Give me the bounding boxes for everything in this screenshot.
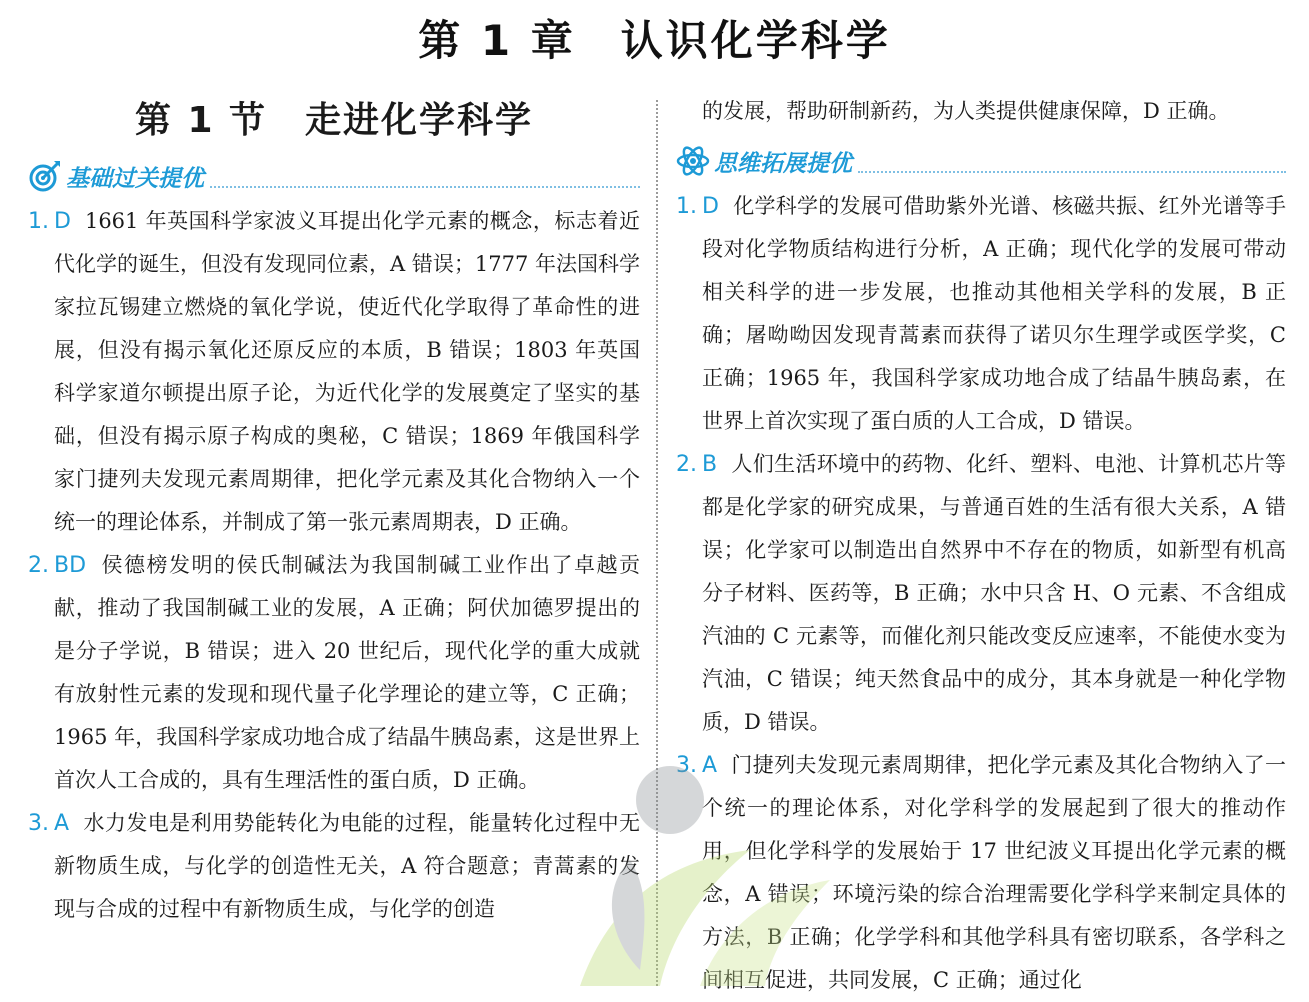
list-item (676, 744, 1286, 1002)
heading-extended (676, 141, 1286, 181)
item-answer: B (702, 452, 718, 477)
right-column (676, 96, 1286, 1002)
item-number: 2. (676, 452, 697, 477)
continued-text: 的发展，帮助研制新药，为人类提供健康保障，D 正确。 (702, 99, 1230, 123)
heading-text: 基础过关提优 (66, 165, 204, 192)
item-number: 3. (28, 811, 49, 836)
item-text: 水力发电是利用势能转化为电能的过程，能量转化过程中无新物质生成，与化学的创造性无关，A 符合题意；青蒿素的发现与合成的过程中有新物质生成，与化学的创造 (54, 811, 640, 921)
atom-icon (676, 144, 710, 178)
item-answer: D (702, 194, 719, 219)
target-icon (28, 159, 62, 193)
item-number: 3. (676, 753, 697, 778)
list-item (676, 443, 1286, 744)
heading-basic (28, 156, 640, 196)
list-item (28, 802, 640, 931)
section-title: 第 1 节 走进化学科学 (134, 100, 534, 141)
item-number: 1. (676, 194, 697, 219)
column-divider (656, 100, 658, 986)
item-text: 人们生活环境中的药物、化纤、塑料、电池、计算机芯片等都是化学家的研究成果，与普通百姓的生活有很大关系，A 错误；化学家可以制造出自然界中不存在的物质，如新型有机高分子材料、医药等，B 正确；水中只含 H、O 元素、不含组成汽油的 C 元素等，而催化剂只能改变反应速率，不能使水变为汽油，C 错误；纯天然食品中的成分，其本身就是一种化学物质，D 错误。 (702, 452, 1286, 734)
left-column (28, 96, 640, 931)
list-item (28, 544, 640, 802)
heading-text: 思维拓展提优 (714, 150, 852, 177)
item-answer: D (54, 209, 71, 234)
item-text: 化学科学的发展可借助紫外光谱、核磁共振、红外光谱等手段对化学物质结构进行分析，A 正确；现代化学的发展可带动相关科学的进一步发展，也推动其他相关学科的发展，B 正确；屠呦呦因发现青蒿素而获得了诺贝尔生理学或医学奖，C 正确；1965 年，我国科学家成功地合成了结晶牛胰岛素，在世界上首次实现了蛋白质的人工合成，D 错误。 (702, 194, 1286, 433)
item-answer: A (702, 753, 718, 778)
heading-rule (210, 186, 640, 188)
item-text: 1661 年英国科学家波义耳提出化学元素的概念，标志着近代化学的诞生，但没有发现同位素，A 错误；1777 年法国科学家拉瓦锡建立燃烧的氧化学说，使近代化学取得了革命性的进展，但没有揭示氧化还原反应的本质，B 错误；1803 年英国科学家道尔顿提出原子论，为近代化学的发展奠定了坚实的基础，但没有揭示原子构成的奥秘，C 错误；1869 年俄国科学家门捷列夫发现元素周期律，把化学元素及其化合物纳入一个统一的理论体系，并制成了第一张元素周期表，D 正确。 (54, 209, 640, 534)
list-item (28, 200, 640, 544)
chapter-title: 第 1 章 认识化学科学 (418, 16, 891, 65)
list-item (676, 185, 1286, 443)
item-number: 2. (28, 553, 49, 578)
item-answer: A (54, 811, 70, 836)
item-text: 门捷列夫发现元素周期律，把化学元素及其化合物纳入了一个统一的理论体系，对化学科学的发展起到了很大的推动作用，但化学科学的发展始于 17 世纪波义耳提出化学元素的概念，A 错误；环境污染的综合治理需要化学科学来制定具体的方法，B 正确；化学学科和其他学科具有密切联系，各学科之间相互促进，共同发展，C 正确；通过化 (702, 753, 1286, 992)
item-number: 1. (28, 209, 49, 234)
item-text: 侯德榜发明的侯氏制碱法为我国制碱工业作出了卓越贡献，推动了我国制碱工业的发展，A 正确；阿伏加德罗提出的是分子学说，B 错误；进入 20 世纪后，现代化学的重大成就有放射性元素的发现和现代量子化学理论的建立等，C 正确；1965 年，我国科学家成功地合成了结晶牛胰岛素，这是世界上首次人工合成的，具有生理活性的蛋白质，D 正确。 (54, 553, 640, 792)
item-answer: BD (54, 553, 87, 578)
heading-rule (858, 171, 1286, 173)
